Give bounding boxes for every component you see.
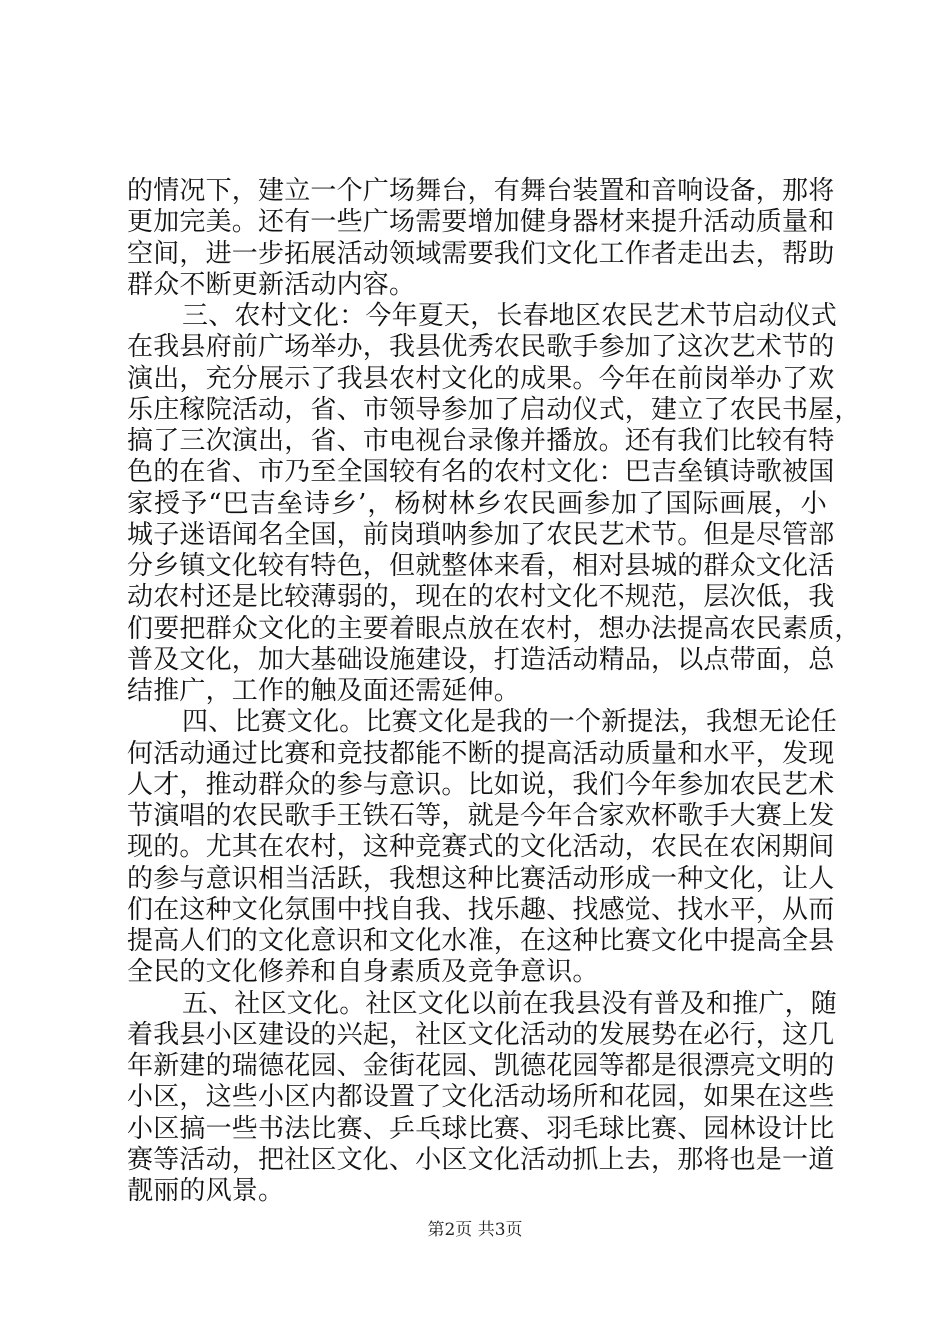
text-line: 们在这种文化氛围中找自我、找乐趣、找感觉、找水平，从而 (127, 894, 835, 925)
text-line: 四、比赛文化。比赛文化是我的一个新提法，我想无论任 (182, 707, 838, 738)
text-line: 乐庄稼院活动，省、市领导参加了启动仪式，建立了农民书屋， (127, 394, 861, 425)
text-line: 赛等活动，把社区文化、小区文化活动抓上去，那将也是一道 (127, 1144, 835, 1175)
text-line: 何活动通过比赛和竞技都能不断的提高活动质量和水平，发现 (127, 738, 835, 769)
text-line: 家授予“巴吉垒诗乡’，杨树林乡农民画参加了国际画展，小 (127, 488, 827, 519)
text-line: 普及文化，加大基础设施建设，打造活动精品，以点带面，总 (127, 644, 835, 675)
text-line: 小区，这些小区内都设置了文化活动场所和花园，如果在这些 (127, 1082, 835, 1113)
text-line: 靓丽的风景。 (127, 1176, 285, 1206)
text-line: 群众不断更新活动内容。 (127, 269, 416, 300)
page-footer: 第2页 共3页 (427, 1220, 523, 1240)
text-line: 搞了三次演出，省、市电视台录像并播放。还有我们比较有特 (127, 426, 835, 456)
text-line: 的参与意识相当活跃，我想这种比赛活动形成一种文化，让人 (127, 863, 835, 894)
document-body (127, 176, 861, 1207)
text-line: 空间，进一步拓展活动领域需要我们文化工作者走出去，帮助 (127, 238, 835, 269)
text-line: 节演唱的农民歌手王铁石等，就是今年合家欢杯歌手大赛上发 (127, 801, 835, 831)
text-line: 们要把群众文化的主要着眼点放在农村，想办法提高农民素质， (127, 613, 861, 644)
text-line: 提高人们的文化意识和文化水准，在这种比赛文化中提高全县 (127, 926, 835, 956)
text-line: 五、社区文化。社区文化以前在我县没有普及和推广，随 (182, 988, 838, 1019)
text-line: 全民的文化修养和自身素质及竞争意识。 (127, 957, 599, 988)
text-line: 色的在省、市乃至全国较有名的农村文化：巴吉垒镇诗歌被国 (127, 457, 835, 488)
text-line: 结推广，工作的触及面还需延伸。 (127, 676, 521, 706)
text-line: 更加完美。还有一些广场需要增加健身器材来提升活动质量和 (127, 207, 835, 238)
text-line: 小区搞一些书法比赛、乒乓球比赛、羽毛球比赛、园林设计比 (127, 1113, 835, 1144)
text-line: 着我县小区建设的兴起，社区文化活动的发展势在必行，这几 (127, 1019, 835, 1050)
text-line: 人才，推动群众的参与意识。比如说，我们今年参加农民艺术 (127, 769, 835, 800)
text-line: 城子迷语闻名全国，前岗瑣呐参加了农民艺术节。但是尽管部 (127, 519, 835, 550)
text-line: 分乡镇文化较有特色，但就整体来看，相对县城的群众文化活 (127, 551, 835, 581)
text-line: 的情况下，建立一个广场舞台，有舞台装置和音响设备，那将 (127, 176, 835, 206)
text-line: 在我县府前广场举办，我县优秀农民歌手参加了这次艺术节的 (127, 332, 835, 363)
text-line: 演出，充分展示了我县农村文化的成果。今年在前岗举办了欢 (127, 363, 835, 394)
text-line: 三、农村文化：今年夏天，长春地区农民艺术节启动仪式 (182, 301, 838, 331)
text-line: 年新建的瑞德花园、金街花园、凯德花园等都是很漂亮文明的 (127, 1051, 835, 1081)
text-line: 动农村还是比较薄弱的，现在的农村文化不规范，层次低，我 (127, 582, 835, 613)
text-line: 现的。尤其在农村，这种竞赛式的文化活动，农民在农闲期间 (127, 832, 835, 863)
